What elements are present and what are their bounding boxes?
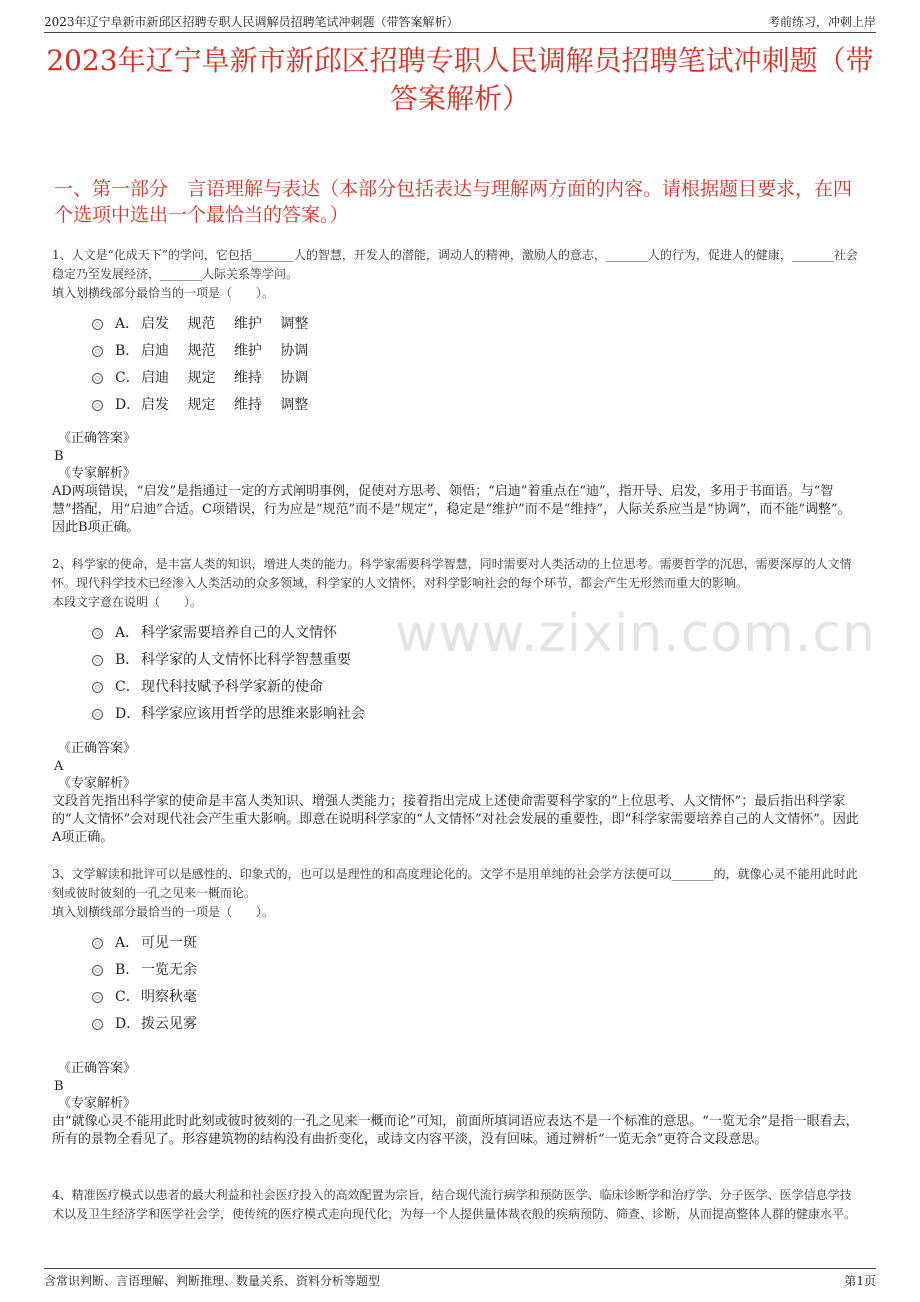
option-letter: A． [115, 624, 140, 641]
radio-icon[interactable] [92, 682, 103, 693]
question-stem: 1、人文是“化成天下”的学问，它包括_______人的智慧，开发人的潜能，调动人的精神，激励人的意志，_______人的行为，促进人的健康，_______社会稳定乃至发展经济，_______人际关系等学问。 [52, 248, 858, 281]
question-4 [52, 1186, 862, 1224]
correct-answer-value: A [54, 759, 64, 774]
radio-icon[interactable] [92, 709, 103, 720]
watermark: www.zixin.com.cn [395, 604, 876, 664]
option-text: 启发 规范 维护 调整 [141, 315, 309, 332]
option-text: 启发 规定 维持 调整 [141, 396, 309, 413]
question-stem: 2、科学家的使命，是丰富人类的知识，增进人类的能力。科学家需要科学智慧，同时需要对人类活动的上位思考。需要哲学的沉思，需要深厚的人文情怀。现代科学技术已经渗入人类活动的众多领域，科学家的人文情怀，对科学影响社会的每个环节，都会产生无形然而重大的影响。 [52, 557, 852, 590]
option-letter: D． [115, 396, 141, 413]
option-d[interactable] [92, 390, 862, 417]
option-text: 可见一斑 [141, 934, 197, 951]
answer-block-3 [52, 1060, 862, 1149]
question-2 [52, 555, 862, 726]
radio-icon[interactable] [92, 400, 103, 411]
radio-icon[interactable] [92, 1019, 103, 1030]
radio-icon[interactable] [92, 628, 103, 639]
option-letter: C． [115, 369, 140, 386]
radio-icon[interactable] [92, 319, 103, 330]
option-a[interactable] [92, 618, 862, 645]
options-list [92, 309, 862, 417]
question-prompt: 填入划横线部分最恰当的一项是（ ）。 [52, 905, 275, 919]
option-text: 启迪 规定 维持 协调 [141, 369, 309, 386]
option-c[interactable] [92, 982, 862, 1009]
question-prompt: 填入划横线部分最恰当的一项是（ ）。 [52, 286, 275, 300]
option-letter: C． [115, 988, 140, 1005]
option-c[interactable] [92, 672, 862, 699]
option-d[interactable] [92, 699, 862, 726]
radio-icon[interactable] [92, 655, 103, 666]
question-stem: 4、精准医疗模式以患者的最大利益和社会医疗投入的高效配置为宗旨，结合现代流行病学和预防医学、临床诊断学和治疗学、分子医学、医学信息学技术以及卫生经济学和医学社会学，使传统的医疗模式走向现代化，为每一个人提供量体裁衣般的疾病预防、筛查、诊断，从而提高整体人群的健康水平。 [52, 1188, 857, 1221]
options-list [92, 618, 862, 726]
option-letter: B． [115, 342, 140, 359]
section-heading: 一、第一部分 言语理解与表达（本部分包括表达与理解两方面的内容。请根据题目要求，在四个选项中选出一个最恰当的答案。） [54, 178, 853, 226]
expert-analysis-label: 《专家解析》 [58, 1096, 137, 1111]
page-footer [44, 1268, 876, 1289]
option-d[interactable] [92, 1009, 862, 1036]
question-1 [52, 246, 862, 417]
header-right-text: 考前练习，冲刺上岸 [767, 14, 876, 29]
option-text: 拨云见雾 [141, 1015, 197, 1032]
correct-answer-value: B [54, 1079, 64, 1094]
option-b[interactable] [92, 336, 862, 363]
correct-answer-label: 《正确答案》 [58, 1061, 137, 1076]
option-letter: A． [115, 315, 140, 332]
correct-answer-label: 《正确答案》 [58, 741, 137, 756]
options-list [92, 928, 862, 1036]
correct-answer-label: 《正确答案》 [58, 431, 137, 446]
radio-icon[interactable] [92, 938, 103, 949]
option-text: 科学家需要培养自己的人文情怀 [141, 624, 337, 641]
radio-icon[interactable] [92, 992, 103, 1003]
option-c[interactable] [92, 363, 862, 390]
question-stem: 3、文学解读和批评可以是感性的、印象式的，也可以是理性的和高度理论化的。文学不是用单纯的社会学方法便可以_______的，就像心灵不能用此时此刻或彼时彼刻的一孔之见来一概而论。 [52, 867, 858, 900]
expert-analysis-text: 由“就像心灵不能用此时此刻或彼时彼刻的一孔之见来一概而论”可知，前面所填词语应表达不是一个标准的意思。“一览无余”是指一眼看去，所有的景物全看见了。形容建筑物的结构没有曲折变化，或诗文内容平淡，没有回味。通过辨析“一览无余”更符合文段意思。 [52, 1114, 859, 1147]
answer-block-1 [52, 430, 862, 537]
option-b[interactable] [92, 645, 862, 672]
option-letter: A． [115, 934, 140, 951]
option-text: 现代科技赋予科学家新的使命 [141, 678, 323, 695]
question-3 [52, 865, 862, 1036]
option-a[interactable] [92, 309, 862, 336]
page-header [44, 10, 876, 33]
option-letter: D． [115, 1015, 141, 1032]
option-text: 一览无余 [141, 961, 197, 978]
option-text: 启迪 规范 维护 协调 [141, 342, 309, 359]
question-prompt: 本段文字意在说明（ ）。 [52, 595, 203, 609]
option-text: 科学家的人文情怀比科学智慧重要 [141, 651, 351, 668]
option-letter: B． [115, 651, 140, 668]
option-text: 科学家应该用哲学的思维来影响社会 [141, 705, 365, 722]
expert-analysis-text: 文段首先指出科学家的使命是丰富人类知识、增强人类能力；接着指出完成上述使命需要科学家的“上位思考、人文情怀”；最后指出科学家的“人文情怀”会对现代社会产生重大影响。即意在说明科学家的“人文情怀”对社会发展的重要性，即“科学家需要培养自己的人文情怀”。因此A项正确。 [52, 794, 859, 845]
footer-left-text: 含常识判断、言语理解、判断推理、数量关系、资料分析等题型 [44, 1274, 381, 1288]
option-letter: B． [115, 961, 140, 978]
page-number: 第1页 [844, 1274, 876, 1288]
correct-answer-value: B [54, 449, 64, 464]
expert-analysis-text: AD两项错误，“启发”是指通过一定的方式阐明事例，促使对方思考、领悟；“启迪”着重点在“迪”，指开导、启发，多用于书面语。与“智慧”搭配，用“启迪”合适。C项错误，行为应是“规范”而不是“规定”，稳定是“维护”而不是“维持”，人际关系应当是“协调”，而不能“调整”。因此B项正确。 [52, 484, 851, 535]
expert-analysis-label: 《专家解析》 [58, 776, 137, 791]
answer-block-2 [52, 740, 862, 847]
expert-analysis-label: 《专家解析》 [58, 466, 137, 481]
radio-icon[interactable] [92, 965, 103, 976]
option-b[interactable] [92, 955, 862, 982]
document-title: 2023年辽宁阜新市新邱区招聘专职人民调解员招聘笔试冲刺题（带答案解析） [46, 44, 874, 115]
option-letter: D． [115, 705, 141, 722]
option-text: 明察秋毫 [141, 988, 197, 1005]
option-a[interactable] [92, 928, 862, 955]
radio-icon[interactable] [92, 346, 103, 357]
header-left-text: 2023年辽宁阜新市新邱区招聘专职人民调解员招聘笔试冲刺题（带答案解析） [44, 14, 459, 29]
option-letter: C． [115, 678, 140, 695]
radio-icon[interactable] [92, 373, 103, 384]
